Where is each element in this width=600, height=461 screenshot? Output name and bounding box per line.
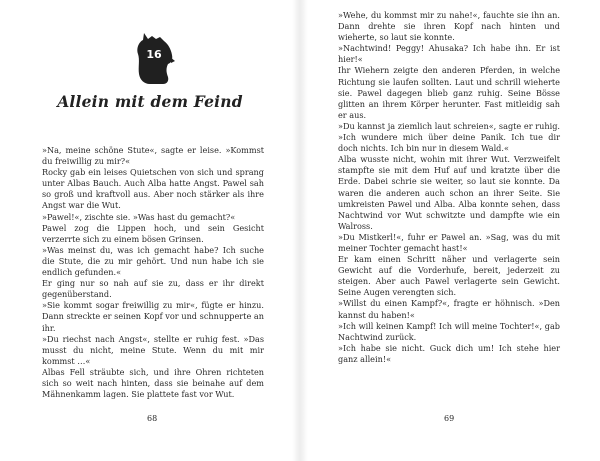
paragraph: »Sie kommt sogar freiwillig zu mir«, fügte er hinzu. Dann streckte er seinen Kopf vor und schnupperte an ihr. [42,300,264,333]
book-gutter [292,0,308,461]
paragraph: Er kam einen Schritt näher und verlagerte sein Gewicht auf die Vorderhufe, bereit, jederzeit zu steigen. Aber auch Pawel verlagerte sein Gewicht. Seine Augen verengten sich. [338,254,560,298]
paragraph: »Du riechst nach Angst«, stellte er ruhig fest. »Das musst du nicht, meine Stute. Wenn du mit mir kommst …« [42,333,264,366]
paragraph: Er ging nur so nah auf sie zu, dass er ihr direkt gegenüberstand. [42,278,264,300]
paragraph: Alba wusste nicht, wohin mit ihrer Wut. Verzweifelt stampfte sie mit dem Huf auf und kratzte über die Erde. Dabei schrie sie weiter, so laut sie konnte. Da waren die anderen auch schon an ihrer Seite. Sie umkreisten Pawel und Alba. Alba konnte sehen, dass Nachtwind vor Wut schwitzte und dampfte wie ein Walross. [338,154,560,231]
paragraph: »Willst du einen Kampf?«, fragte er höhnisch. »Den kannst du haben!« [338,298,560,320]
right-body-text [338,10,560,365]
paragraph: »Pawel!«, zischte sie. »Was hast du gemacht?« [42,211,236,222]
paragraph: »Nachtwind! Peggy! Ahusaka? Ich habe ihn. Er ist hier!« [338,43,560,65]
paragraph: »Wehe, du kommst mir zu nahe!«, fauchte sie ihn an. Dann drehte sie ihren Kopf nach hinten und wieherte, so laut sie konnte. [338,10,560,43]
paragraph: »Ich habe sie nicht. Guck dich um! Ich stehe hier ganz allein!« [338,342,560,364]
paragraph: Albas Fell sträubte sich, und ihre Ohren richteten sich so weit nach hinten, dass sie beinahe auf dem Mähnenkamm lagen. Sie plattete fast vor Wut. [42,366,264,400]
paragraph: Ihr Wiehern zeigte den anderen Pferden, in welche Richtung sie laufen sollten. Laut und schrill wieherte sie. Pawel dagegen blieb ganz ruhig. Seine Bösse glitten an ihrem Körper herunter. Fast mitleidig sah er aus. [338,65,560,120]
paragraph: »Was meinst du, was ich gemacht habe? Ich suche die Stute, die zu mir gehört. Und nun habe ich sie endlich gefunden.« [42,244,264,278]
paragraph: Rocky gab ein leises Quietschen von sich und sprang unter Albas Bauch. Auch Alba hatte Angst. Pawel sah so groß und kraftvoll aus. Aber noch stärker als ihre Angst war die Wut. [42,167,264,211]
paragraph: »Ich will keinen Kampf! Ich will meine Tochter!«, gab Nachtwind zurück. [338,320,560,342]
page-number: 68 [147,414,158,423]
paragraph: Pawel zog die Lippen hoch, und sein Gesicht verzerrte sich zu einem bösen Grinsen. [42,222,264,244]
right-page [300,0,600,461]
paragraph: »Du kannst ja ziemlich laut schreien«, sagte er ruhig. »Ich wundere mich über deine Panik. Ich tue dir doch nichts. Ich bin nur in diesem Wald.« [338,120,560,154]
chapter-number: 16 [146,48,162,61]
paragraph: »Du Mistkerl!«, fuhr er Pawel an. »Sag, was du mit meiner Tochter gemacht hast!« [338,231,560,253]
left-body-text [42,145,264,400]
paragraph: »Na, meine schöne Stute«, sagte er leise. »Kommst du freiwillig zu mir?« [42,145,264,167]
chapter-title: Allein mit dem Feind [57,92,243,111]
page-number: 69 [444,414,455,423]
